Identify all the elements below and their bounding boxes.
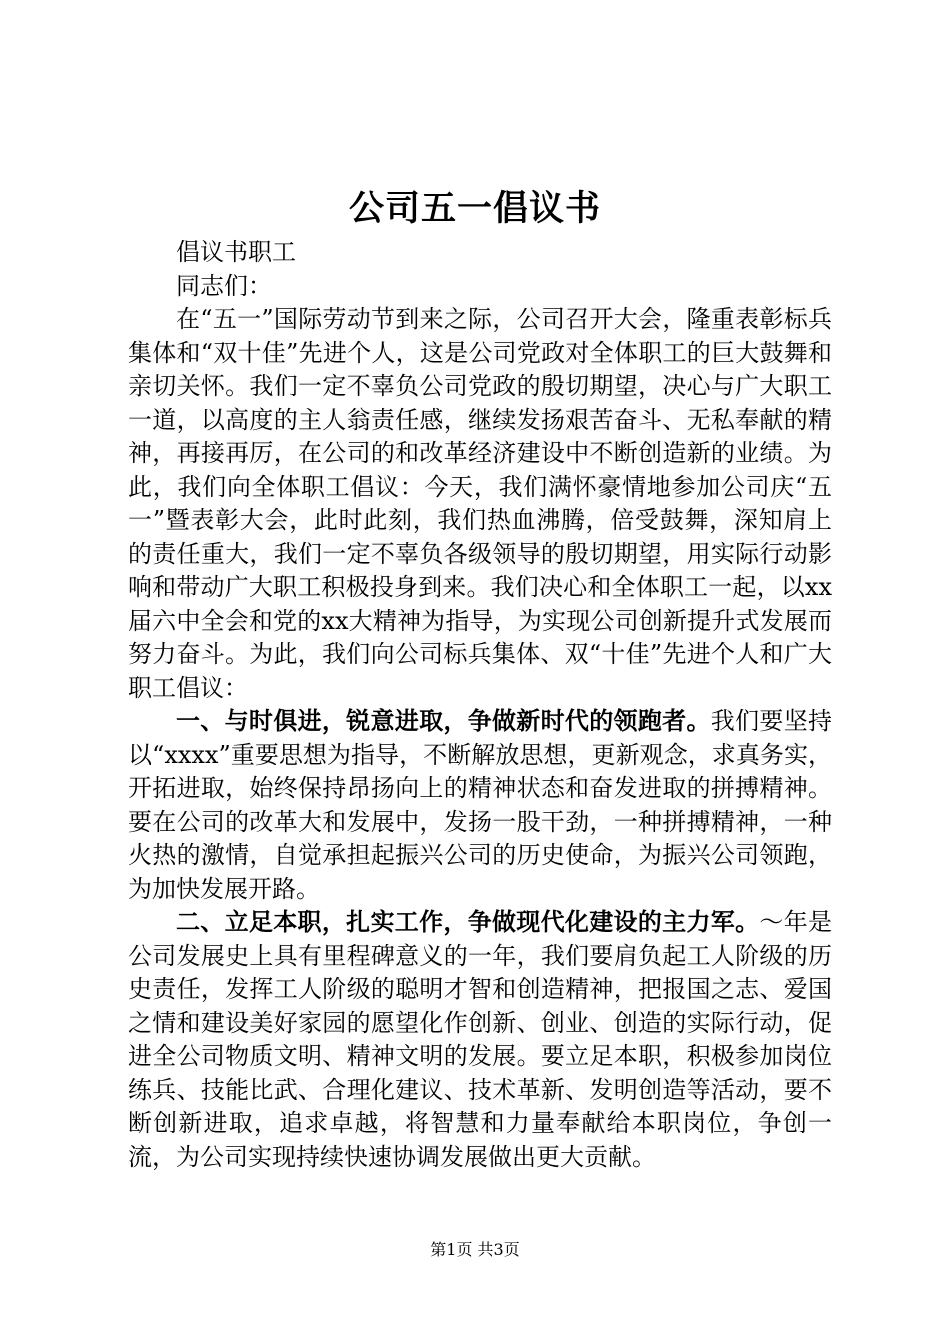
paragraph-salutation-1 — [128, 236, 832, 270]
paragraph-lead: 二、立足本职，扎实工作，争做现代化建设的主力军。 — [176, 908, 760, 936]
paragraph-salutation-2 — [128, 270, 832, 304]
document-title: 公司五一倡议书 — [348, 189, 601, 229]
document-body — [128, 236, 832, 1174]
paragraph-text: ～年是公司发展史上具有里程碑意义的一年，我们要肩负起工人阶级的历史责任，发挥工人阶级的聪明才智和创造精神，把报国之志、爱国之情和建设美好家园的愿望化作创新、创业、创造的实际行动，促进全公司物质文明、精神文明的发展。要立足本职，积极参加岗位练兵、技能比武、合理化建议、技术革新、发明创造等活动，要不断创新进取，追求卓越，将智慧和力量奉献给本职岗位，争创一流，为公司实现持续快速协调发展做出更大贡献。 — [128, 908, 833, 1171]
paragraph-proposal-1 — [128, 705, 832, 906]
paragraph-text: 同志们： — [176, 271, 272, 300]
paragraph-text: 我们要坚持以“xxxx”重要思想为指导，不断解放思想，更新观念，求真务实，开拓进取，始终保持昂扬向上的精神状态和奋发进取的拼搏精神。要在公司的改革大和发展中，发扬一股干劲，一种拼搏精神，一种火热的激情，自觉承担起振兴公司的历史使命，为振兴公司领跑，为加快发展开路。 — [128, 707, 833, 903]
paragraph-lead: 一、与时俱进，锐意进取，争做新时代的领跑者。 — [176, 707, 711, 735]
paragraph-text: 在“五一”国际劳动节到来之际，公司召开大会，隆重表彰标兵集体和“双十佳”先进个人，这是公司党政对全体职工的巨大鼓舞和亲切关怀。我们一定不辜负公司党政的殷切期望，决心与广大职工一道，以高度的主人翁责任感，继续发扬艰苦奋斗、无私奉献的精神，再接再厉，在公司的和改革经济建设中不断创造新的业绩。为此，我们向全体职工倡议：今天，我们满怀豪情地参加公司庆“五一”暨表彰大会，此时此刻，我们热血沸腾，倍受鼓舞，深知肩上的责任重大，我们一定不辜负各级领导的殷切期望，用实际行动影响和带动广大职工积极投身到来。我们决心和全体职工一起，以xx届六中全会和党的xx大精神为指导，为实现公司创新提升式发展而努力奋斗。为此，我们向公司标兵集体、双“十佳”先进个人和广大职工倡议： — [128, 305, 832, 702]
paragraph-proposal-2 — [128, 906, 832, 1174]
page-indicator: 第1页 共3页 — [430, 1240, 520, 1259]
paragraph-text: 倡议书职工 — [176, 238, 296, 266]
page-footer — [0, 1238, 950, 1262]
paragraph-intro — [128, 303, 832, 705]
